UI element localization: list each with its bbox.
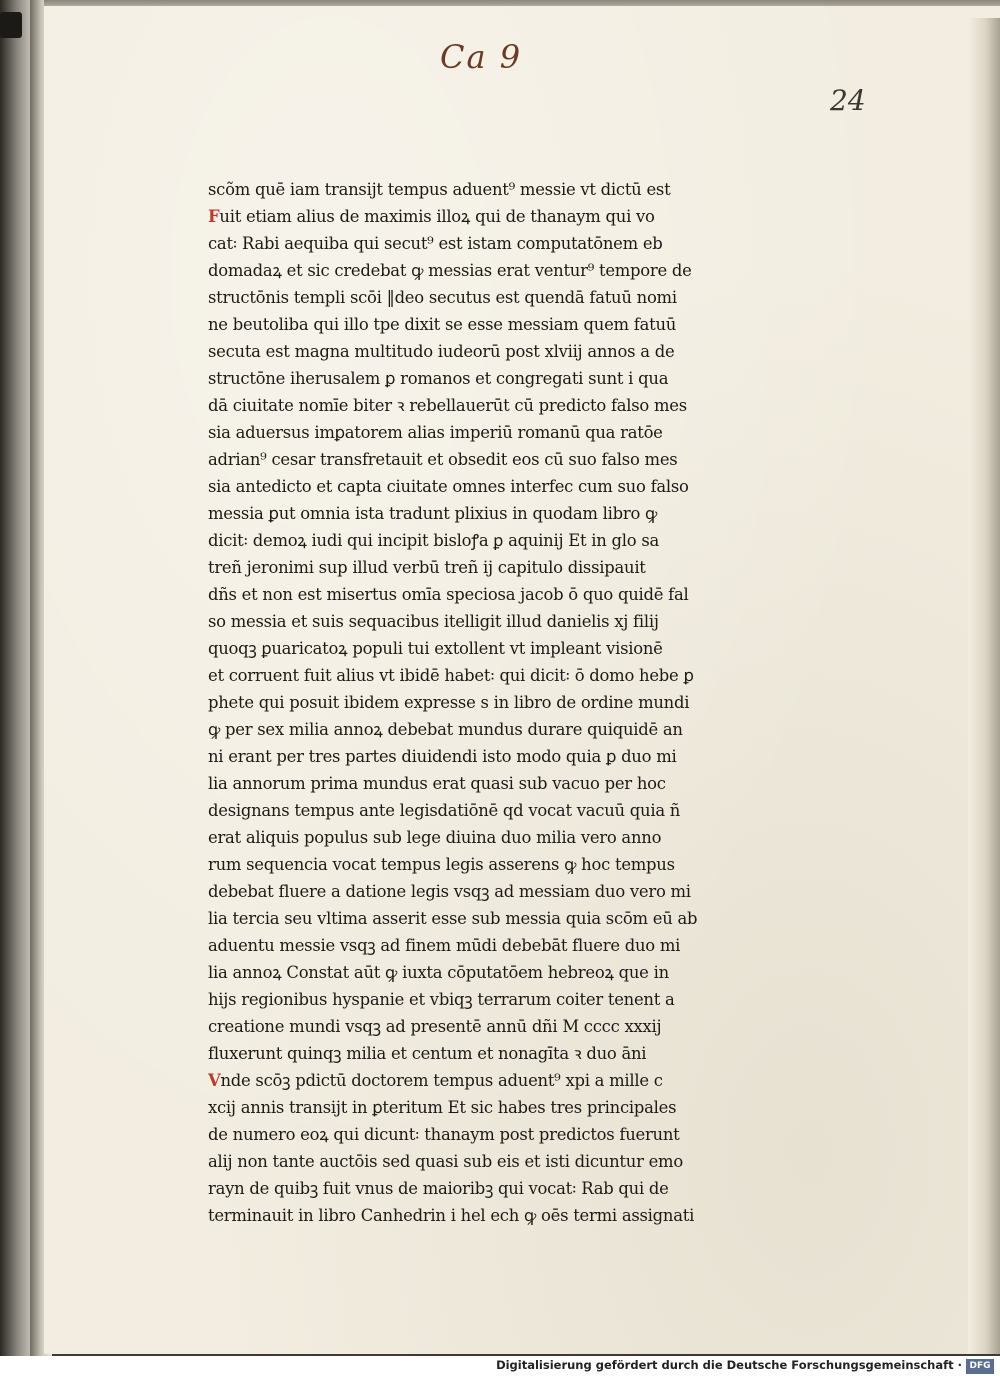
line-text: sia aduersus imꝑatorem alias imperiū romanū qua ratōe bbox=[208, 423, 663, 442]
line-text: fluxerunt quinqꝫ milia et centum et nonagīta ꝛ duo āni bbox=[208, 1044, 647, 1063]
text-line bbox=[208, 851, 728, 878]
line-text: messia ꝑut omnia ista tradunt plixius in quodam libro ꝙ bbox=[208, 504, 658, 523]
text-line bbox=[208, 662, 728, 689]
line-text: ni erant per tres partes diuidendi isto modo quia ꝑ duo mi bbox=[208, 747, 677, 766]
line-text: structōnis templi scōi ‖deo secutus est quendā fatuū nomi bbox=[208, 288, 677, 307]
line-text: quoqꝫ ꝑuaricatoꝝ populi tui extollent vt impleant visionē bbox=[208, 639, 663, 658]
line-text: rayn de quibꝫ fuit vnus de maioribꝫ qui vocat꞉ Rab qui de bbox=[208, 1179, 669, 1198]
text-line bbox=[208, 176, 728, 203]
text-line bbox=[208, 581, 728, 608]
text-line bbox=[208, 1094, 728, 1121]
line-text: erat aliquis populus sub lege diuina duo milia vero anno bbox=[208, 828, 662, 847]
text-line bbox=[208, 689, 728, 716]
line-text: lia tercia seu vltima asserit esse sub messia quia scōm eū ab bbox=[208, 909, 698, 928]
line-text: xcij annis transijt in ꝑteritum Et sic habes tres principales bbox=[208, 1098, 677, 1117]
line-text: dicit꞉ demoꝝ iudi qui incipit bisloꝭa ꝑ aquinij Et in glo sa bbox=[208, 531, 660, 550]
line-text: uit etiam alius de maximis illoꝝ qui de thanaym qui vo bbox=[219, 207, 655, 226]
text-line bbox=[208, 1148, 728, 1175]
rubricated-initial: V bbox=[208, 1071, 221, 1090]
line-text: dā ciuitate nomīe biter ꝛ rebellauerūt cū predicto falso mes bbox=[208, 396, 687, 415]
text-line bbox=[208, 257, 728, 284]
text-line bbox=[208, 608, 728, 635]
funding-notice: Digitalisierung gefördert durch die Deutsche Forschungsgemeinschaft · bbox=[496, 1358, 962, 1372]
line-text: creatione mundi vsqꝫ ad presentē annū dñi M cccc xxxij bbox=[208, 1017, 662, 1036]
line-text: et corruent fuit alius vt ibidē habet꞉ qui dicit꞉ ō domo hebe ꝑ bbox=[208, 666, 694, 685]
folio-number: 24 bbox=[830, 84, 866, 117]
text-line bbox=[208, 743, 728, 770]
text-line bbox=[208, 932, 728, 959]
text-line bbox=[208, 824, 728, 851]
binding-clip bbox=[0, 12, 22, 38]
text-line bbox=[208, 959, 728, 986]
text-line bbox=[208, 770, 728, 797]
text-line bbox=[208, 635, 728, 662]
line-text: lia annoꝝ Constat aūt ꝙ iuxta cōputatōem hebreoꝝ que in bbox=[208, 963, 669, 982]
text-line bbox=[208, 986, 728, 1013]
line-text: secuta est magna multitudo iudeorū post xlviij annos a de bbox=[208, 342, 675, 361]
line-text: so messia et suis sequacibus itelligit illud danielis xj filij bbox=[208, 612, 659, 631]
line-text: designans tempus ante legisdatiōnē qd vocat vacuū quia ñ bbox=[208, 801, 681, 820]
line-text: structōne iherusalem ꝑ romanos et congregati sunt i qua bbox=[208, 369, 669, 388]
line-text: lia annorum prima mundus erat quasi sub vacuo per hoc bbox=[208, 774, 666, 793]
line-text: nde scōꝫ pdictū doctorem tempus aduent⁹ xpi a mille c bbox=[220, 1071, 663, 1090]
text-line bbox=[208, 527, 728, 554]
text-line bbox=[208, 878, 728, 905]
text-line bbox=[208, 1040, 728, 1067]
text-line bbox=[208, 473, 728, 500]
text-line bbox=[208, 311, 728, 338]
line-text: sia antedicto et capta ciuitate omnes interfec cum suo falso bbox=[208, 477, 689, 496]
shelfmark-annotation: Ca 9 bbox=[440, 38, 523, 76]
text-line bbox=[208, 1067, 728, 1094]
text-line bbox=[208, 1121, 728, 1148]
footer-bar bbox=[0, 1356, 1000, 1379]
line-text: domadaꝝ et sic credebat ꝙ messias erat ventur⁹ tempore de bbox=[208, 261, 692, 280]
line-text: rum sequencia vocat tempus legis asserens ꝙ hoc tempus bbox=[208, 855, 675, 874]
text-line bbox=[208, 797, 728, 824]
text-line bbox=[208, 1013, 728, 1040]
page-right-edge bbox=[968, 18, 1000, 1354]
line-text: aduentu messie vsqꝫ ad finem mūdi debebāt fluere duo mi bbox=[208, 936, 681, 955]
rubricated-initial: F bbox=[208, 207, 220, 226]
text-line bbox=[208, 1202, 728, 1229]
text-line bbox=[208, 365, 728, 392]
text-line bbox=[208, 446, 728, 473]
text-line bbox=[208, 203, 728, 230]
line-text: phete qui posuit ibidem expresse s in libro de ordine mundi bbox=[208, 693, 690, 712]
line-text: scõm quē iam transijt tempus aduent⁹ messie vt dictū est bbox=[208, 180, 671, 199]
text-line bbox=[208, 419, 728, 446]
text-line bbox=[208, 230, 728, 257]
line-text: dñs et non est misertus omīa speciosa jacob ō quo quidē fal bbox=[208, 585, 689, 604]
line-text: adrian⁹ cesar transfretauit et obsedit eos cū suo falso mes bbox=[208, 450, 678, 469]
line-text: ꝙ per sex milia annoꝝ debebat mundus durare quiquidē an bbox=[208, 720, 683, 739]
line-text: debebat fluere a datione legis vsqꝫ ad messiam duo vero mi bbox=[208, 882, 691, 901]
line-text: hijs regionibus hyspanie et vbiqꝫ terrarum coiter tenent a bbox=[208, 990, 675, 1009]
text-line bbox=[208, 338, 728, 365]
dfg-logo: DFG bbox=[966, 1359, 994, 1374]
text-line bbox=[208, 392, 728, 419]
line-text: treñ jeronimi sup illud verbū treñ ij capitulo dissipauit bbox=[208, 558, 646, 577]
text-line bbox=[208, 554, 728, 581]
line-text: de numero eoꝝ qui dicunt꞉ thanaym post predictos fuerunt bbox=[208, 1125, 680, 1144]
line-text: ne beutoliba qui illo tpe dixit se esse messiam quem fatuū bbox=[208, 315, 677, 334]
text-line bbox=[208, 716, 728, 743]
text-line bbox=[208, 284, 728, 311]
text-line bbox=[208, 1175, 728, 1202]
line-text: cat꞉ Rabi aequiba qui secut⁹ est istam computatōnem eb bbox=[208, 234, 663, 253]
text-line bbox=[208, 500, 728, 527]
line-text: alij non tante auctōis sed quasi sub eis et isti dicuntur emo bbox=[208, 1152, 683, 1171]
text-column bbox=[208, 176, 728, 1229]
line-text: terminauit in libro Canhedrin i hel ech ꝙ oēs termi assignati bbox=[208, 1206, 695, 1225]
text-line bbox=[208, 905, 728, 932]
